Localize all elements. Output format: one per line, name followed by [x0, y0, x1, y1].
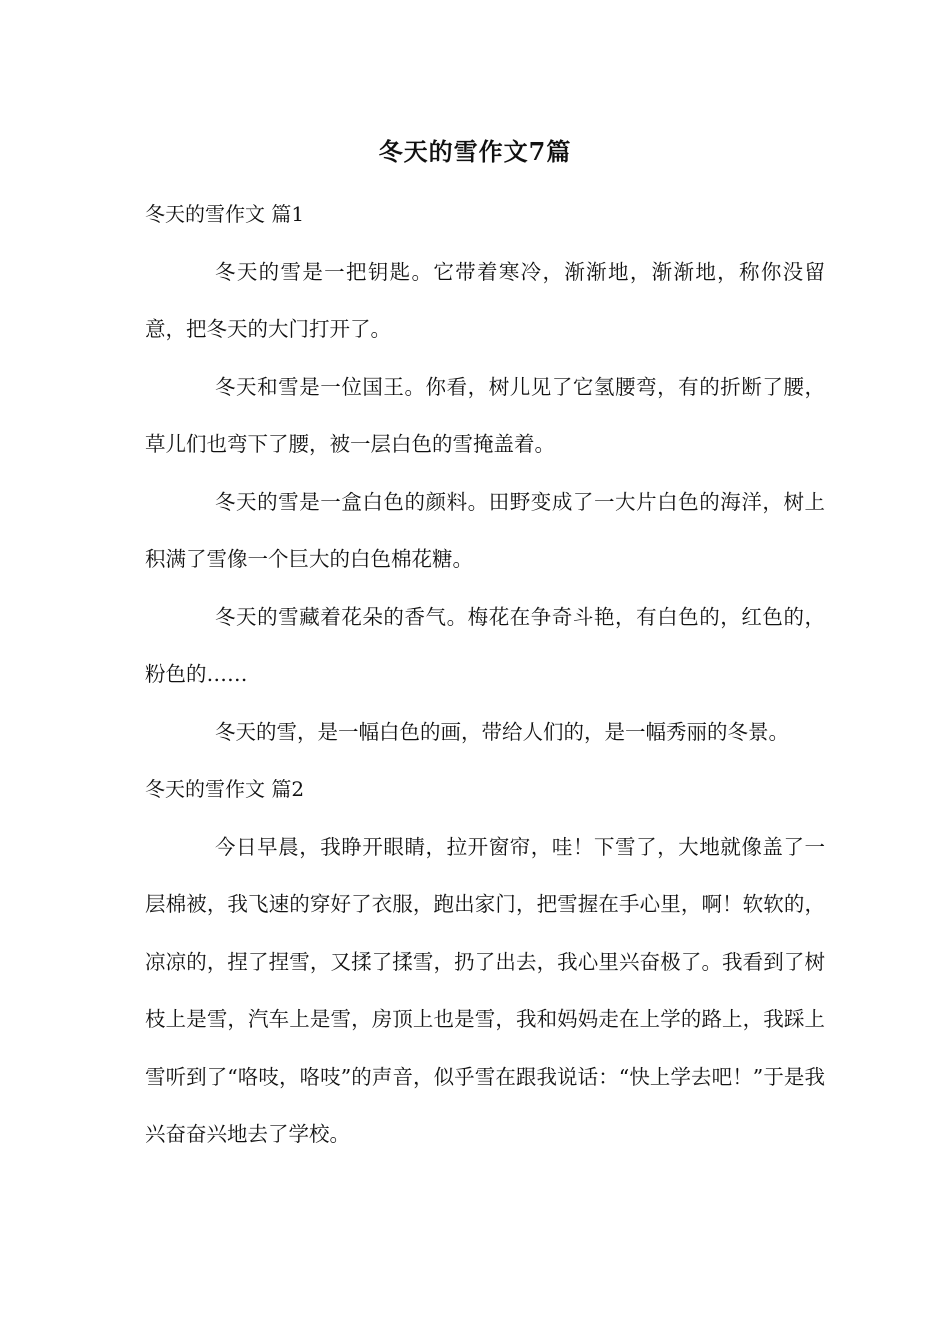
- paragraph: 冬天和雪是一位国王。你看，树儿见了它氢腰弯，有的折断了腰，草儿们也弯下了腰，被一层白色的雪掩盖着。: [145, 374, 825, 456]
- paragraph: 今日早晨，我睁开眼睛，拉开窗帘，哇！下雪了，大地就像盖了一层棉被，我飞速的穿好了衣服，跑出家门，把雪握在手心里，啊！软软的，凉凉的，捏了捏雪，又揉了揉雪，扔了出去，我心里兴奋极了。我看到了树枝上是雪，汽车上是雪，房顶上也是雪，我和妈妈走在上学的路上，我踩上雪听到了“咯吱，咯吱”的声音，似乎雪在跟我说话：“快上学去吧！”于是我兴奋奋兴地去了学校。: [145, 834, 825, 1146]
- section-heading-2: 冬天的雪作文 篇2: [145, 777, 305, 801]
- paragraph: 冬天的雪是一把钥匙。它带着寒冷，渐渐地，渐渐地，称你没留意，把冬天的大门打开了。: [145, 259, 825, 341]
- document-body: [145, 186, 825, 1164]
- document-title: 冬天的雪作文7篇: [378, 137, 572, 166]
- paragraph: 冬天的雪是一盒白色的颜料。田野变成了一大片白色的海洋，树上积满了雪像一个巨大的白色棉花糖。: [145, 489, 825, 571]
- section-heading-1: 冬天的雪作文 篇1: [145, 202, 305, 226]
- paragraph: 冬天的雪藏着花朵的香气。梅花在争奇斗艳，有白色的，红色的，粉色的……: [145, 604, 825, 686]
- paragraph: 冬天的雪，是一幅白色的画，带给人们的，是一幅秀丽的冬景。: [215, 719, 789, 744]
